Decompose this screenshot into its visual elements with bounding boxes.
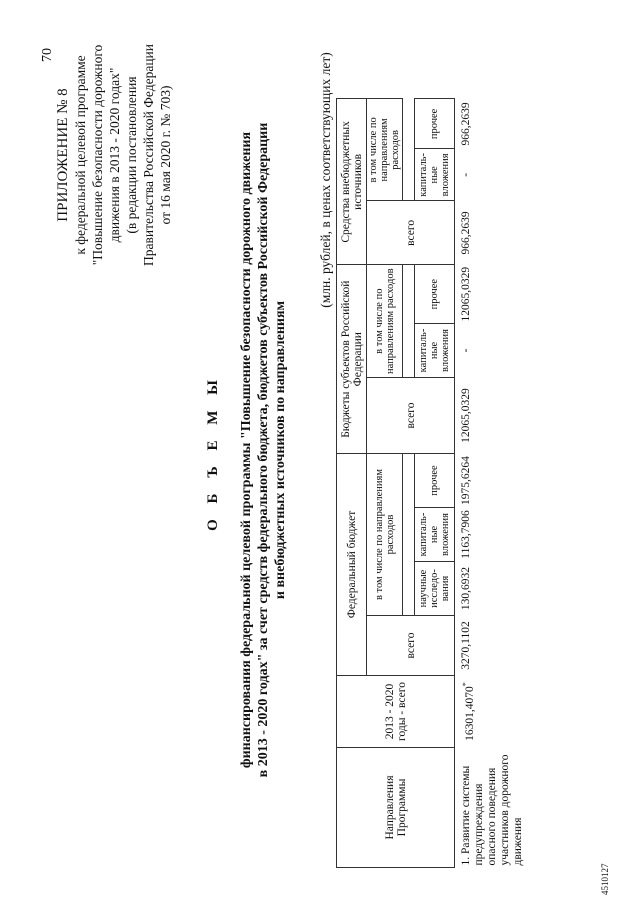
cell-ext-capital: - xyxy=(460,172,472,177)
appendix-line: движения в 2013 - 2020 годах" xyxy=(107,67,122,243)
appendix-line: к федеральной целевой программе xyxy=(73,55,88,255)
appendix-line: Правительства Российской Федерации xyxy=(141,44,156,266)
appendix-line: ПРИЛОЖЕНИЕ № 8 xyxy=(55,88,71,222)
document-title: О Б Ъ Е М Ы xyxy=(205,374,221,531)
header-fed-total: всего xyxy=(367,616,455,676)
footer-code: 4510127 xyxy=(600,863,610,895)
appendix-line: от 16 мая 2020 г. № 703) xyxy=(158,85,173,225)
cell-total-years xyxy=(455,676,565,748)
header-reg-other: прочее xyxy=(415,265,455,324)
header-fed-research: научные исследо-вания xyxy=(415,562,455,616)
cell-reg-total: 12065,0329 xyxy=(460,388,472,443)
header-reg-capital: капиталь-ные вложения xyxy=(415,324,455,378)
header-ext-total: всего xyxy=(367,201,455,265)
header-regional-budget: Бюджеты субъектов Российской Федерации xyxy=(337,265,367,454)
appendix-line: (в редакции постановления xyxy=(124,76,139,234)
header-reg-including: в том числе по направлениям расходов xyxy=(367,265,403,378)
cell-fed-total: 3270,1102 xyxy=(460,621,472,670)
cell-fed-capital: 1163,7906 xyxy=(460,510,472,559)
header-ext-capital: капиталь-ные вложения xyxy=(415,149,455,201)
cell-fed-research: 130,6932 xyxy=(460,566,472,611)
header-reg-total: всего xyxy=(367,378,455,454)
cell-reg-capital: - xyxy=(460,348,472,353)
header-ext-other: прочее xyxy=(415,99,455,149)
cell-ext-other: 966,2639 xyxy=(460,102,472,146)
cell-fed-other: 1975,6264 xyxy=(460,456,472,505)
financing-table xyxy=(336,98,565,868)
header-fed-capital: капиталь-ные вложения xyxy=(415,508,455,562)
cell-ext-total: 966,2639 xyxy=(460,211,472,255)
subtitle-line: и внебюджетных источников по направлениям xyxy=(273,300,288,600)
header-ext-including: в том числе по направлениям расходов xyxy=(367,99,403,201)
table-row xyxy=(455,99,565,868)
header-total-years: 2013 - 2020 годы - всего xyxy=(337,676,455,748)
appendix-block xyxy=(55,5,174,305)
subtitle-line: в 2013 - 2020 годах" за счет средств федерального бюджета, бюджетов субъектов Российской Федерации xyxy=(256,122,271,778)
header-extra-budget: Средства внебюджетных источников xyxy=(337,99,367,265)
header-fed-other: прочее xyxy=(415,454,455,508)
header-fed-including: в том числе по направлениям расходов xyxy=(367,454,403,616)
cell-reg-other: 12065,0329 xyxy=(460,266,472,322)
page-number: 70 xyxy=(40,48,55,62)
header-federal-budget: Федеральный бюджет xyxy=(337,454,367,676)
total-years-value: 16301,4070 xyxy=(463,686,476,741)
subtitle-line: финансирования федеральной целевой программы "Повышение безопасности дорожного движения xyxy=(239,131,254,769)
footnote-mark: * xyxy=(461,682,470,687)
units-note: (млн. рублей, в ценах соответствующих лет) xyxy=(318,52,333,308)
header-direction: Направления Программы xyxy=(337,748,455,868)
document-subtitle xyxy=(238,55,289,845)
appendix-line: "Повышение безопасности дорожного xyxy=(90,44,105,266)
row-direction: 1. Развитие системы предупреждения опасного поведения участников дорожного движения xyxy=(460,754,524,866)
